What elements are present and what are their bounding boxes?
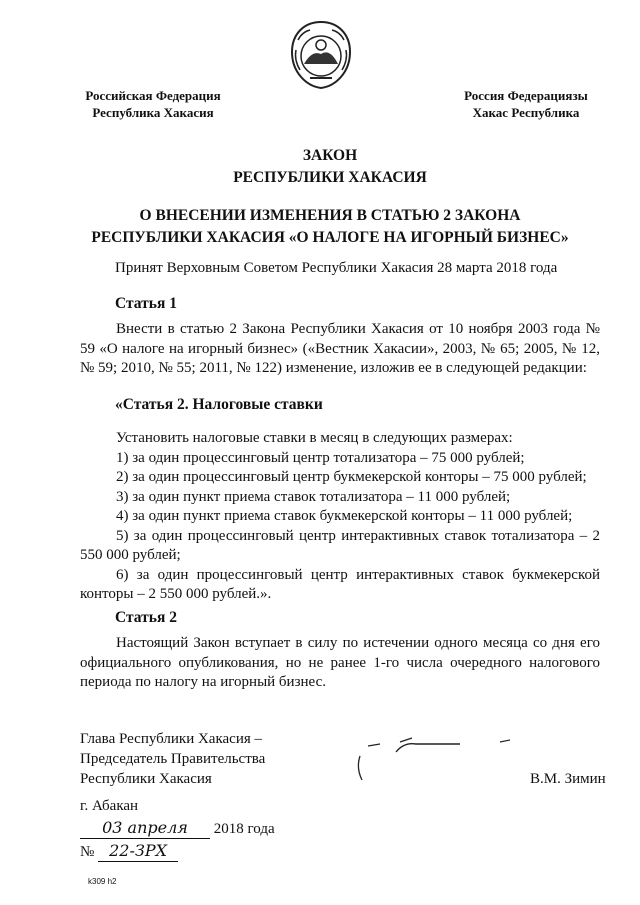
- signatory-title-line1: Глава Республики Хакасия –: [80, 731, 263, 747]
- law-title-line1: ЗАКОН: [302, 147, 358, 164]
- rates-list: [80, 429, 600, 605]
- law-subtitle-line2: РЕСПУБЛИКИ ХАКАСИЯ «О НАЛОГЕ НА ИГОРНЫЙ БИЗНЕС»: [91, 229, 569, 246]
- law-title-line2: РЕСПУБЛИКИ ХАКАСИЯ: [233, 169, 427, 186]
- rate-item-1: 1) за один процессинговый центр тотализатора – 75 000 рублей;: [116, 449, 525, 466]
- number-line: [80, 841, 280, 863]
- document-code: k309 h2: [88, 877, 117, 886]
- header-right-line2: Хакас Республика: [472, 105, 580, 120]
- law-title: [80, 145, 580, 189]
- signatory-name: В.М. Зимин: [530, 771, 606, 787]
- article2-text: Настоящий Закон вступает в силу по истечении одного месяца со дня его официального опубликования, но не ранее 1-го числа очередного налогового периода по налогу на игорный бизнес.: [80, 635, 600, 690]
- emblem-icon: [288, 20, 354, 90]
- article2-heading: Статья 2: [115, 609, 177, 626]
- date-line: [80, 818, 340, 840]
- article1-heading: Статья 1: [115, 295, 177, 312]
- signatory-title-line2: Председатель Правительства: [80, 751, 266, 767]
- rate-item-3: 3) за один пункт приема ставок тотализатора – 11 000 рублей;: [116, 488, 511, 505]
- law-subtitle: [60, 205, 600, 249]
- date-handwritten: 03 апреля: [80, 818, 210, 839]
- header-right-line1: Россия Федерациязы: [464, 88, 588, 103]
- number-prefix: №: [80, 844, 95, 860]
- signatory-title-line3: Республики Хакасия: [80, 771, 212, 787]
- adoption-line: Принят Верховным Советом Республики Хакасия 28 марта 2018 года: [115, 260, 558, 276]
- city: г. Абакан: [80, 798, 139, 814]
- handwritten-signature: [350, 734, 520, 794]
- header-left-line1: Российская Федерация: [85, 88, 221, 103]
- header-left: [78, 87, 228, 121]
- rate-item-5: 5) за один процессинговый центр интерактивных ставок тотализатора – 2 550 000 рублей;: [80, 527, 600, 563]
- coat-of-arms-emblem: [288, 20, 354, 90]
- date-year: 2018 года: [213, 821, 275, 837]
- law-subtitle-line1: О ВНЕСЕНИИ ИЗМЕНЕНИЯ В СТАТЬЮ 2 ЗАКОНА: [139, 207, 521, 224]
- signatory-title: [80, 729, 265, 789]
- article1-intro: Внести в статью 2 Закона Республики Хакасия от 10 ноября 2003 года № 59 «О налоге на игорный бизнес» («Вестник Хакасии», 2003, № 65; 2005, № 12, № 59; 2010, № 55; 2011, № 122) изменение, изложив ее в следующей редакции:: [80, 321, 600, 376]
- rate-item-6: 6) за один процессинговый центр интерактивных ставок букмекерской конторы – 2 550 000 рублей.».: [80, 566, 600, 602]
- article1-quoted-heading: «Статья 2. Налоговые ставки: [115, 396, 323, 413]
- rates-lead: Установить налоговые ставки в месяц в следующих размерах:: [116, 430, 513, 446]
- rate-item-2: 2) за один процессинговый центр букмекерской конторы – 75 000 рублей;: [116, 469, 587, 485]
- header-right: [456, 87, 596, 121]
- number-handwritten: 22-ЗРХ: [98, 841, 178, 862]
- header-left-line2: Республика Хакасия: [92, 105, 214, 120]
- rate-item-4: 4) за один пункт приема ставок букмекерской конторы – 11 000 рублей;: [116, 508, 573, 524]
